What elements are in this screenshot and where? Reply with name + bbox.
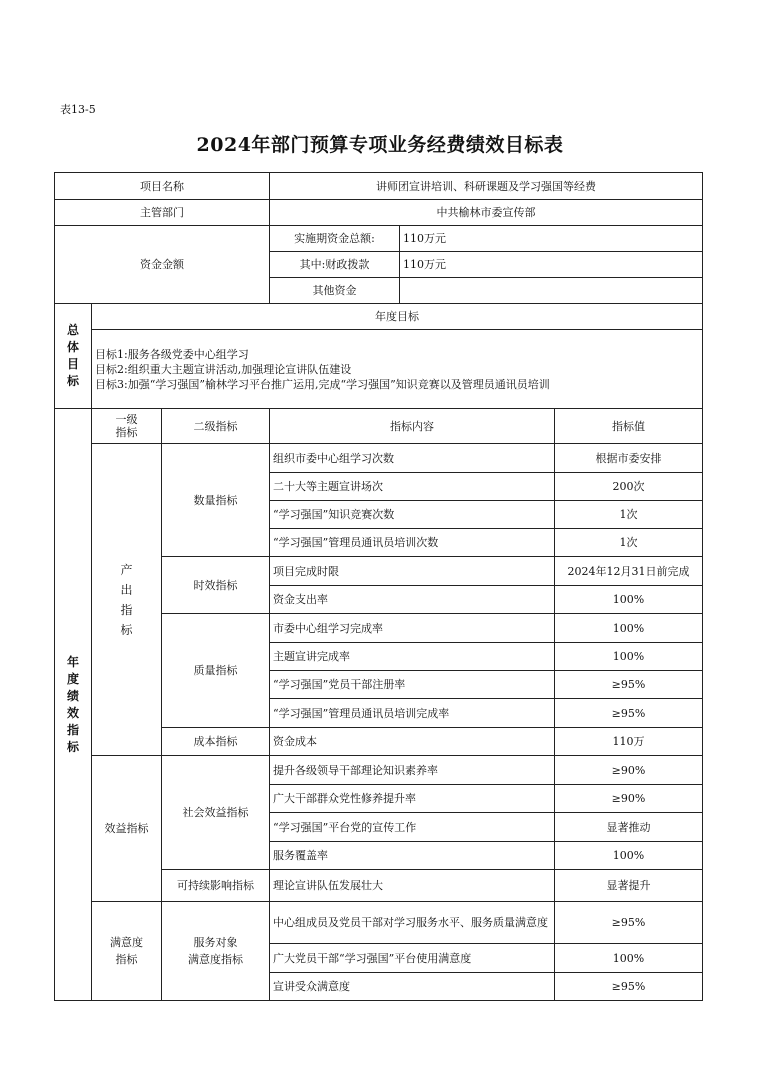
indicator-content: “学习强国”知识竞赛次数 [270,501,555,529]
indicator-value: ≥90% [555,756,703,785]
indicator-value: 100% [555,614,703,643]
indicator-value: 1次 [555,529,703,557]
indicator-content: 主题宣讲完成率 [270,643,555,671]
performance-table [54,172,703,1001]
indicator-content: 中心组成员及党员干部对学习服务水平、服务质量满意度 [270,902,555,944]
cost-indicator-label: 成本指标 [162,728,270,756]
table-row [55,173,703,200]
fund-fiscal-value: 110万元 [400,252,703,278]
page-title: 2024年部门预算专项业务经费绩效目标表 [196,134,564,156]
indicator-value: 显著推动 [555,813,703,842]
indicator-value: ≥95% [555,699,703,728]
service-satisfaction-label: 服务对象 满意度指标 [162,902,270,1001]
indicator-content: “学习强国”管理员通讯员培训完成率 [270,699,555,728]
benefit-indicator-label: 效益指标 [92,756,162,902]
dept-value: 中共榆林市委宣传部 [270,200,703,226]
overall-goal-side-label: 总 体 目 标 [55,304,92,409]
indicator-value: 1次 [555,501,703,529]
header-level2: 二级指标 [162,409,270,444]
indicator-value: 100% [555,944,703,973]
fund-total-value: 110万元 [400,226,703,252]
indicator-value: 200次 [555,473,703,501]
indicator-content: 理论宣讲队伍发展壮大 [270,870,555,902]
project-name-value: 讲师团宣讲培训、科研课题及学习强国等经费 [270,173,703,200]
table-row [55,902,703,944]
indicator-value: ≥95% [555,671,703,699]
indicator-value: 110万 [555,728,703,756]
quality-indicator-label: 质量指标 [162,614,270,728]
goal-line: 目标3:加强“学习强国”榆林学习平台推广运用,完成“学习强国”知识竞赛以及管理员通讯员培训 [95,377,550,391]
perf-side-label: 年 度 绩 效 指 标 [55,409,92,1001]
indicator-content: 二十大等主题宣讲场次 [270,473,555,501]
indicator-content: 组织市委中心组学习次数 [270,444,555,473]
social-benefit-label: 社会效益指标 [162,756,270,870]
indicator-content: 提升各级领导干部理论知识素养率 [270,756,555,785]
indicator-content: “学习强国”平台党的宣传工作 [270,813,555,842]
indicator-value: 根据市委安排 [555,444,703,473]
indicator-content: 广大党员干部“学习强国”平台使用满意度 [270,944,555,973]
indicator-content: 市委中心组学习完成率 [270,614,555,643]
fund-fiscal-label: 其中:财政拨款 [270,252,400,278]
indicator-content: 项目完成时限 [270,557,555,586]
annual-goal-header: 年度目标 [92,304,703,330]
goal-line: 目标1:服务各级党委中心组学习 [95,347,249,361]
indicator-value: 100% [555,842,703,870]
indicator-value: ≥90% [555,785,703,813]
fund-other-value [400,278,703,304]
table-row [55,330,703,409]
indicator-content: 服务覆盖率 [270,842,555,870]
table-row [55,409,703,444]
indicator-content: 资金成本 [270,728,555,756]
indicator-content: “学习强国”党员干部注册率 [270,671,555,699]
project-name-label: 项目名称 [55,173,270,200]
table-row [55,226,703,252]
indicator-content: 资金支出率 [270,586,555,614]
sustainability-indicator-label: 可持续影响指标 [162,870,270,902]
output-indicator-label: 产 出 指 标 [92,444,162,756]
indicator-content: 广大干部群众党性修养提升率 [270,785,555,813]
table-number: 表13-5 [60,103,96,116]
indicator-value: 显著提升 [555,870,703,902]
fund-total-label: 实施期资金总额: [270,226,400,252]
indicator-value: 100% [555,586,703,614]
indicator-value: ≥95% [555,902,703,944]
goal-line: 目标2:组织重大主题宣讲活动,加强理论宣讲队伍建设 [95,362,352,376]
indicator-content: “学习强国”管理员通讯员培训次数 [270,529,555,557]
table-row [55,444,703,473]
satisfaction-indicator-label: 满意度 指标 [92,902,162,1001]
indicator-value: ≥95% [555,973,703,1001]
indicator-content: 宣讲受众满意度 [270,973,555,1001]
timeliness-indicator-label: 时效指标 [162,557,270,614]
table-row [55,200,703,226]
fund-other-label: 其他资金 [270,278,400,304]
header-value: 指标值 [555,409,703,444]
indicator-value: 100% [555,643,703,671]
header-level1: 一级 指标 [92,409,162,444]
annual-goal-content [92,330,703,409]
indicator-value: 2024年12月31日前完成 [555,557,703,586]
header-content: 指标内容 [270,409,555,444]
table-row [55,304,703,330]
dept-label: 主管部门 [55,200,270,226]
fund-label: 资金金额 [55,226,270,304]
quantity-indicator-label: 数量指标 [162,444,270,557]
table-row [55,756,703,785]
